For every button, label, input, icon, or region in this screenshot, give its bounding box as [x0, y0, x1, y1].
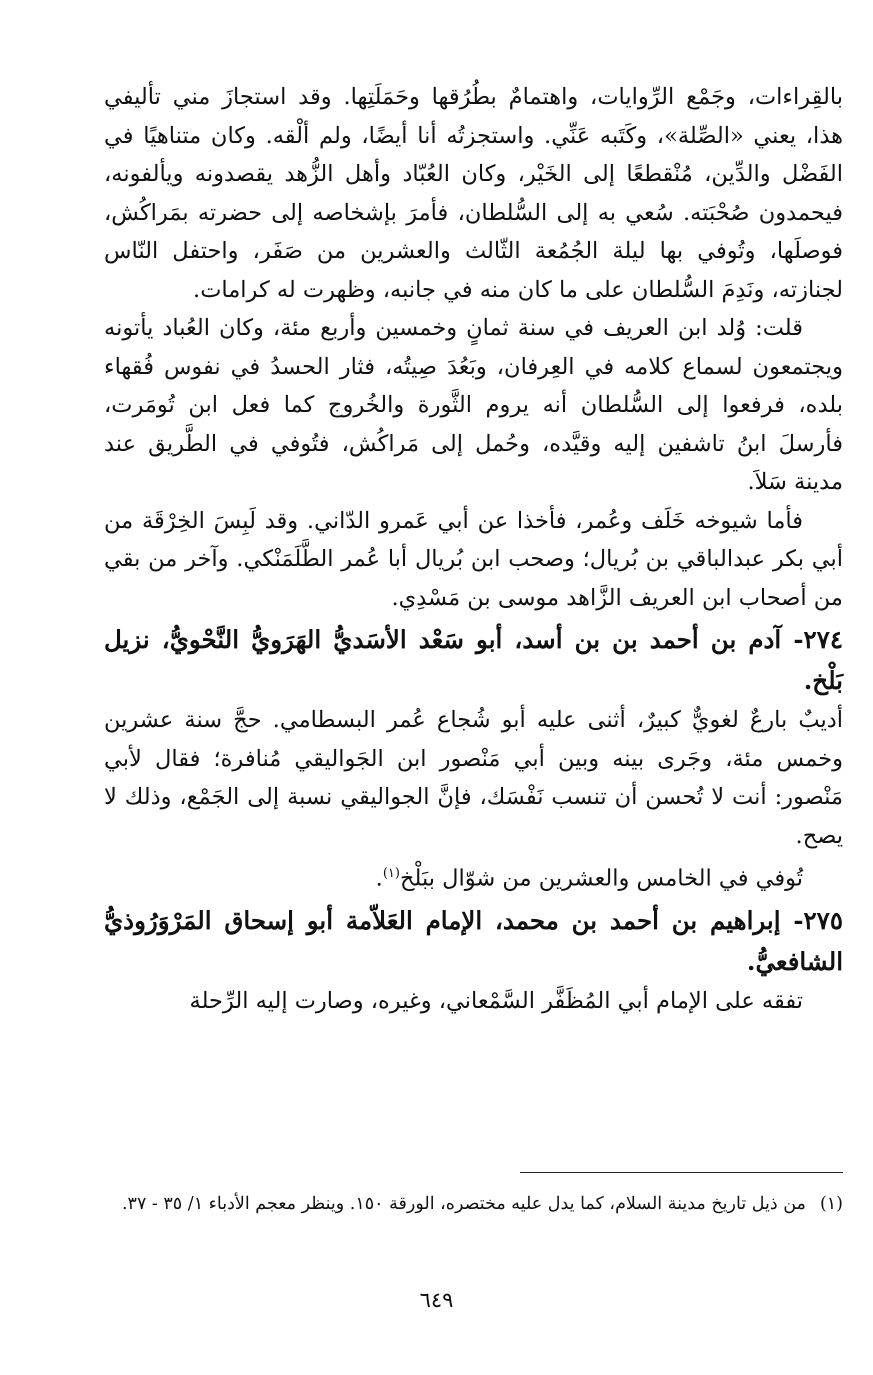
entry-274-death [104, 855, 843, 898]
entry-275-heading: ٢٧٥- إبراهيم بن أحمد بن محمد، الإمام العَلاّمة أبو إسحاق المَرْوَرُوذيُّ الشافعيُّ. [104, 906, 843, 976]
entry-274-death-text: تُوفي في الخامس والعشرين من شوّال ببَلْخ [399, 865, 803, 892]
entry-274-heading: ٢٧٤- آدم بن أحمد بن بن أسد، أبو سَعْد الأسَديُّ الهَرَويُّ النَّحْويُّ، نزيل بَلْخ. [104, 625, 843, 695]
footnote-text: من ذيل تاريخ مدينة السلام، كما يدل عليه مختصره، الورقة ١٥٠. وينظر معجم الأدباء ١/ ٣٥ - ٣٧. [121, 1194, 806, 1214]
paragraph-ibn-arif-teachers: فأما شيوخه خَلَف وعُمر، فأخذا عن أبي عَمرو الدّاني. وقد لَبِسَ الخِرْقَة من أبي بكر عبدالباقي بن بُريال؛ وصحب ابن بُريال أبا عُمر الطَّلَمَنْكي. وآخر من بقي من أصحاب ابن العريف الزَّاهد موسى بن مَسْدِي. [104, 507, 843, 611]
paragraph-ibn-arif-bio: بالقِراءات، وجَمْع الرِّوايات، واهتمامٌ بطُرُقها وحَمَلَتِها. وقد استجازَ مني تأليفي هذا، يعني «الصِّلة»، وكَتَبه عَنِّي. واستجزتُه أنا أيضًا، ولم ألْقه. وكان متناهيًا في الفَضْل والدِّين، مُنْقطعًا إلى الخَيْر، وكان العُبّاد وأهل الزُّهد يقصدونه ويألفونه، فيحمدون صُحْبَته. سُعي به إلى السُّلطان، فأمرَ بإشخاصه إلى حضرته بمَراكُش، فوصلَها، وتُوفي بها ليلة الجُمُعة الثّالث والعشرين من صَفَر، واحتفل النّاس لجنازته، ونَدِمَ السُّلطان على ما كان منه في جانبه، وظهرت له كرامات. [104, 84, 843, 303]
entry-275-paragraph: تفقه على الإمام أبي المُظَفَّر السَّمْعاني، وغيره، وصارت إليه الرِّحلة [189, 988, 803, 1014]
main-text [104, 78, 843, 1021]
footnote-reference: (١) [382, 866, 400, 881]
footnote-separator [520, 1172, 843, 1173]
footnote-marker: (١) [819, 1194, 843, 1214]
entry-274-paragraph: أديبٌ بارعٌ لغويٌّ كبيرٌ، أثنى عليه أبو شُجاع عُمر البسطامي. حجَّ سنة عشرين وخمس مئة، وجَرى بينه وبين أبي مَنْصور ابن الجَواليقي مُنافرة؛ فقال لأبي مَنْصور: أنت لا تُحسن أن تنسب نَفْسَك، فإنَّ الجواليقي نسبة إلى الجَمْع، وذلك لا يصح. [104, 707, 843, 849]
footnote [104, 1188, 843, 1221]
page-number: ٦٤٩ [419, 1288, 454, 1312]
entry-274-death-end: . [375, 865, 383, 892]
paragraph-ibn-arif-note: قلت: وُلد ابن العريف في سنة ثمانٍ وخمسين وأربع مئة، وكان العُباد يأتونه ويجتمعون لسماع كلامه في العِرفان، وبَعُدَ صِيتُه، فثار الحسدُ في نفوس فُقهاء بلده، فرفعوا إلى السُّلطان أنه يروم الثَّورة والخُروج كما فعل ابن تُومَرت، فأرسلَ ابنُ تاشفين إليه وقيَّده، وحُمل إلى مَراكُش، فتُوفي في الطَّريق عند مدينة سَلاَ. [104, 315, 843, 495]
